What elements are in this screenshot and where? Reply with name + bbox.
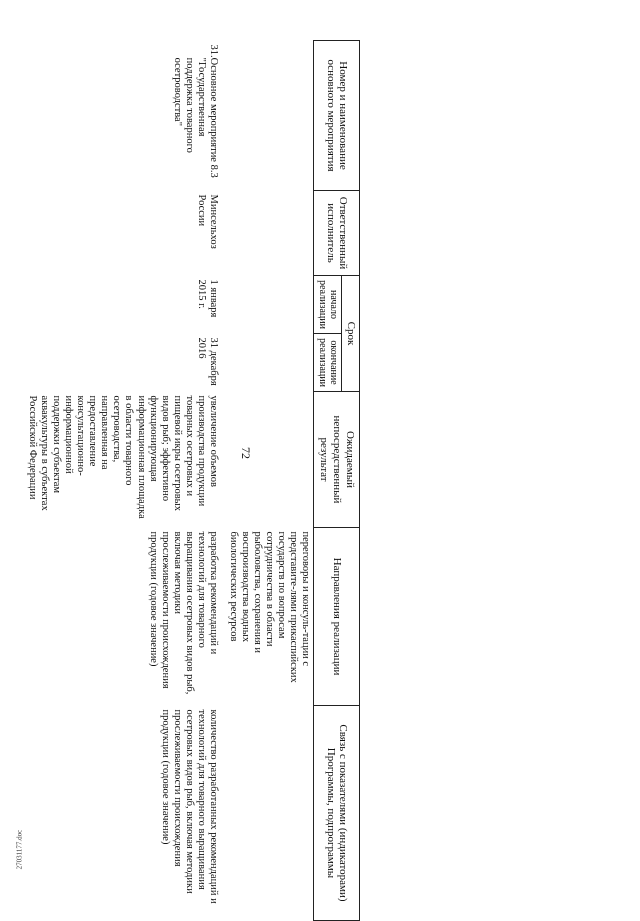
row-number: 31. [207,44,219,58]
header-expected-result: Ожидаемый непосредственный результат [314,392,360,528]
row-end: 31 декабря 2016 [195,337,219,386]
row-executor: Минсельхоз России [195,194,219,249]
table-row [24,41,221,921]
document-id: 27031177.doc [15,829,24,870]
header-term-start: начало реализации [314,276,342,334]
header-number-name: Номер и наименование основного мероприятия [314,41,360,191]
row-link-indicators: количество разработанных рекомендаций и технологий для товарного выращивания осетровых видов рыб, включая методики прослеживаемости происхождения продукции (годовое значение) [159,709,219,904]
header-link-indicators: Связь с показателями (индикаторами) Программы, подпрограммы [314,706,360,921]
row-start: 1 января 2015 г. [195,279,219,318]
measures-table [24,40,360,921]
row-expected-result: увеличение объемов производства продукции товарных осетровых и пищевой икры осетровых видов рыб; эффективно функционирующая информационная площадка в области товарного осетроводства, направленная на предоставление консультационно-информационной поддержки субъектам аквакультуры в субъектах Российской Федерации [26,395,219,519]
row-name: Основное мероприятие 8.3 "Государственная поддержка товарного осетроводства" [171,57,219,178]
rotated-table-container [26,40,360,920]
page-number: 72 [239,447,253,459]
row-number-name [24,41,221,191]
header-directions: Направления реализации [314,528,360,706]
header-executor: Ответственный исполнитель [314,191,360,276]
continuation-row [221,41,314,921]
row-directions: разработка рекомендаций и технологий для товарного выращивания осетровых видов рыб, включая методики прослеживаемости происхождения продукции (годовое значение) [147,531,219,695]
header-term-end: окончание реализации [314,334,342,392]
header-term: Срок [342,276,360,392]
continuation-directions: переговоры и консуль-тации с представите-лями прикаспийских государств по вопросам сотрудничества в области рыболовства, сохранения и воспроизводства водных биологических ресурсов [221,528,314,706]
